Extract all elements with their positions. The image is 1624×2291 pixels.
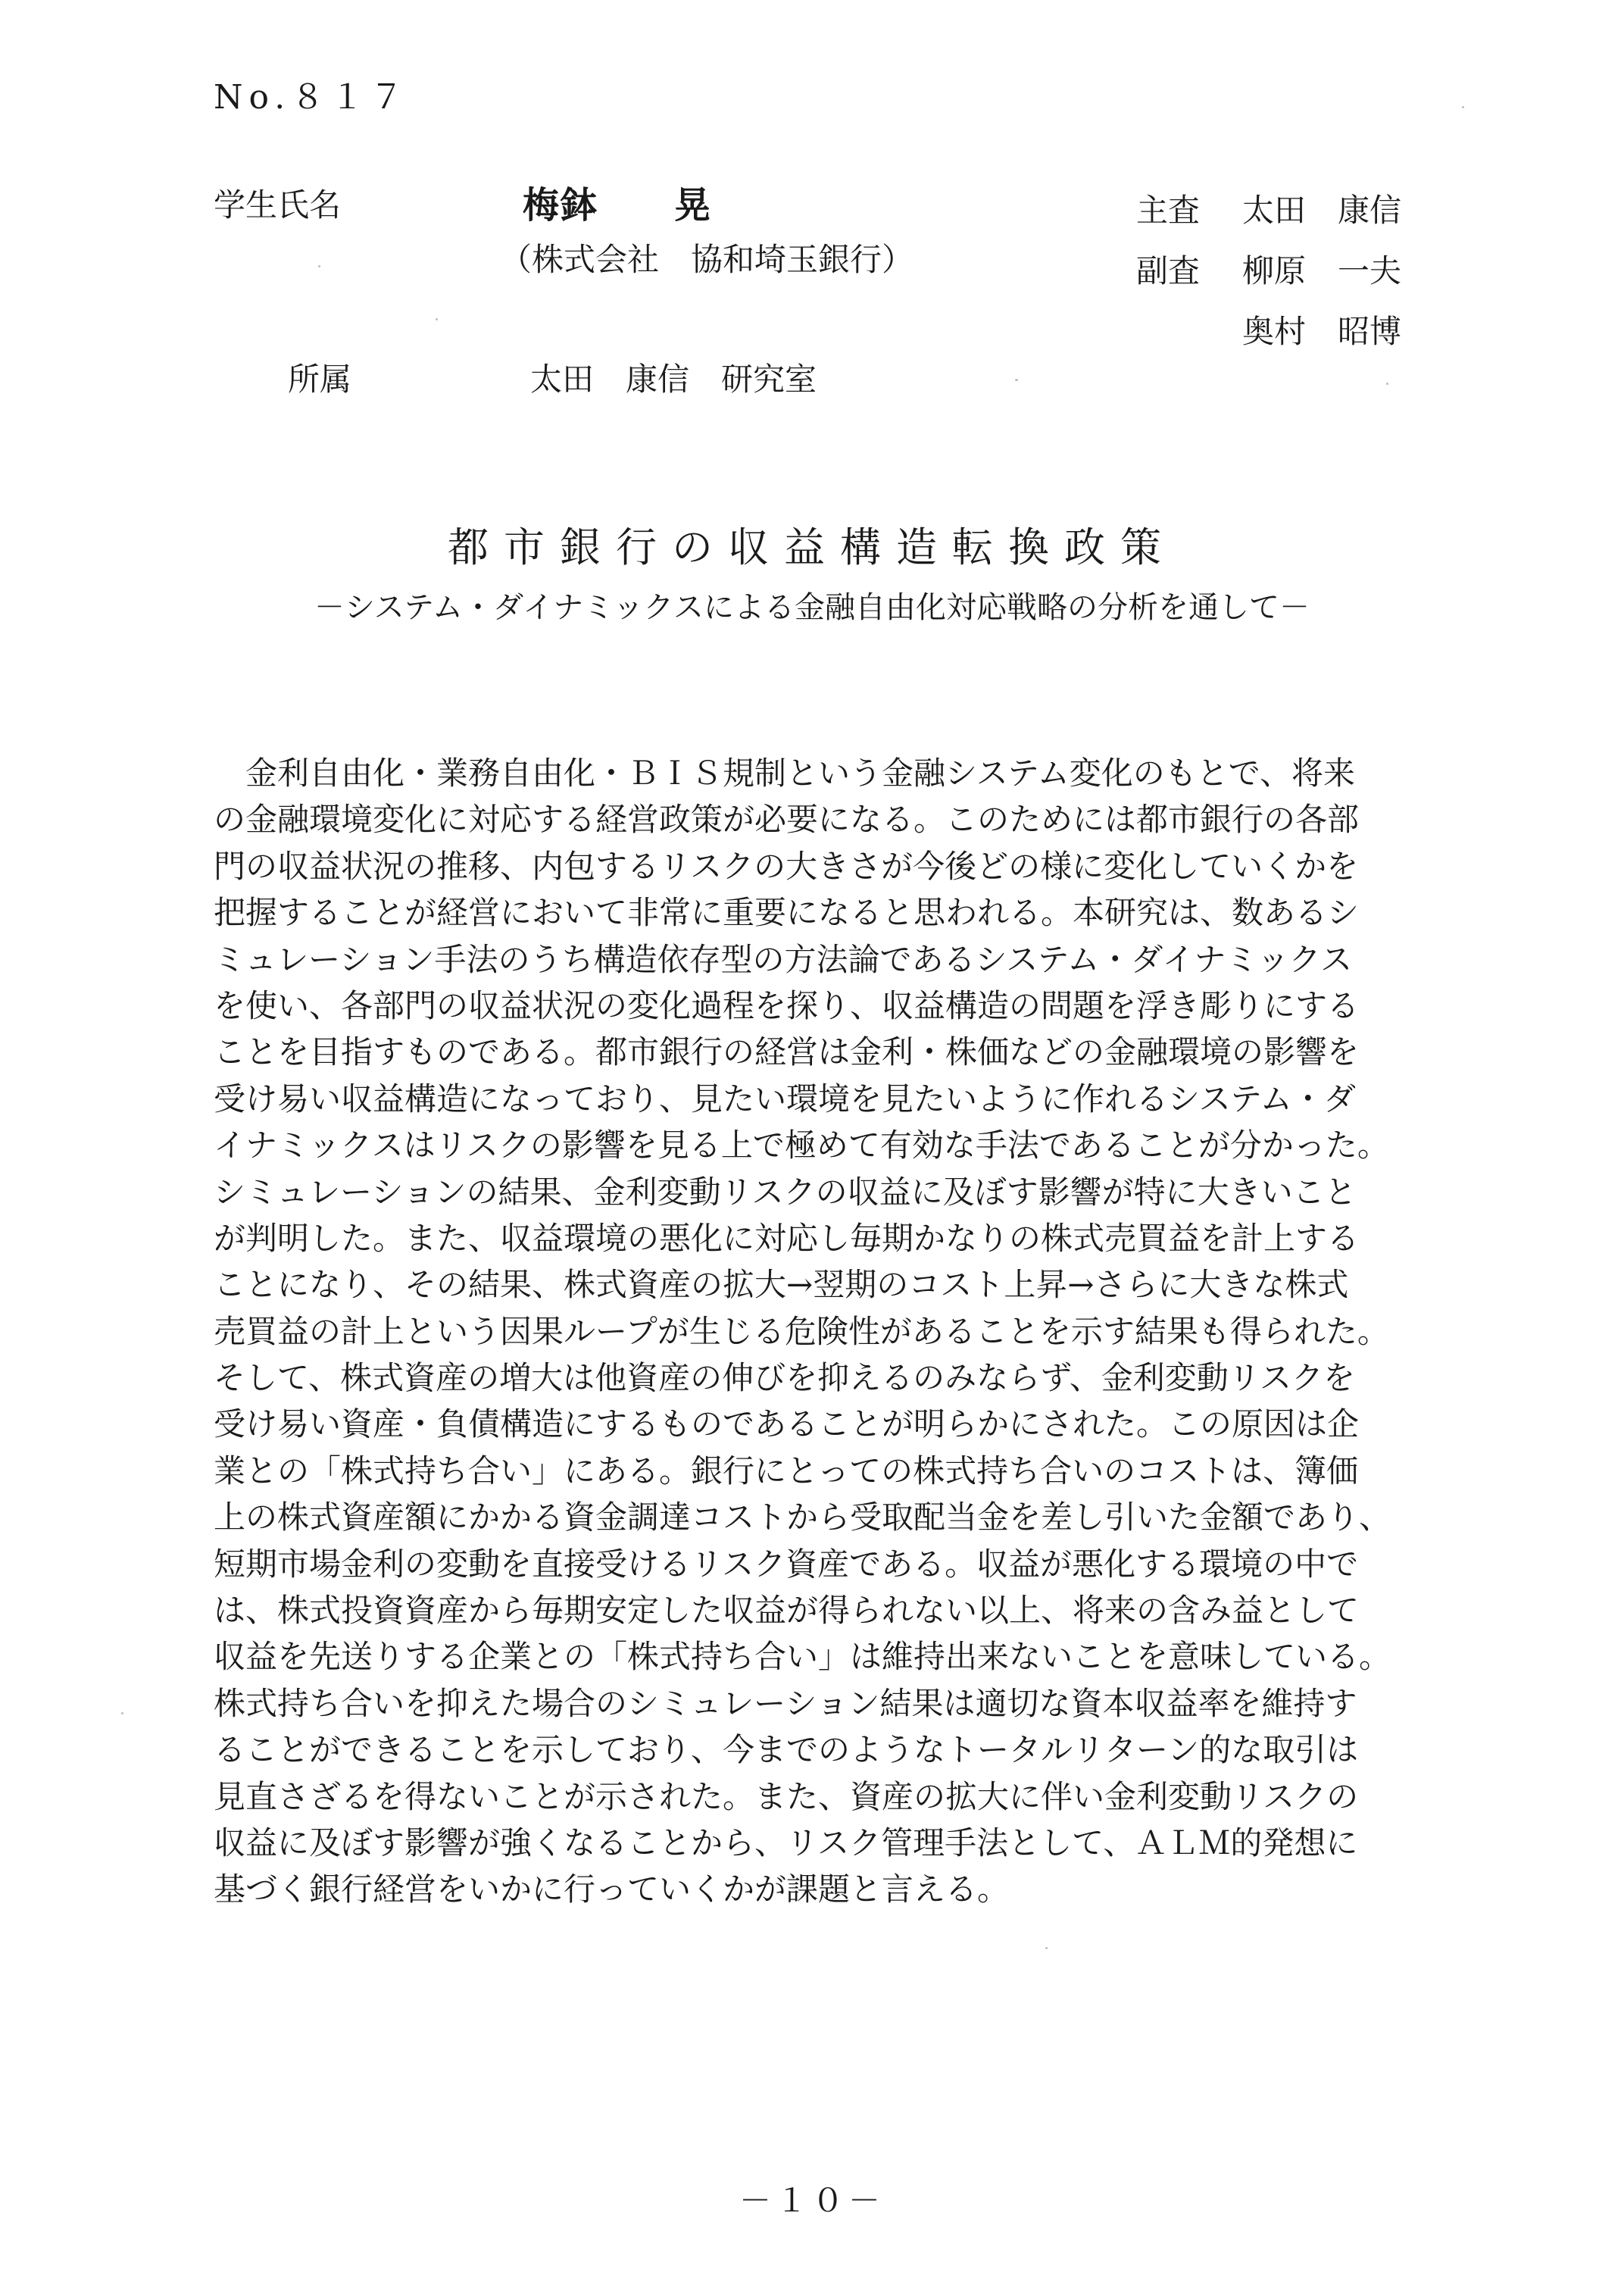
abstract-line: 業との「株式持ち合い」にある。銀行にとっての株式持ち合いのコストは、簿価: [214, 1452, 1359, 1489]
abstract-line: シミュレーションの結果、金利変動リスクの収益に及ぼす影響が特に大きいこと: [214, 1173, 1357, 1211]
abstract-line: 見直さざるを得ないことが示された。また、資産の拡大に伴い金利変動リスクの: [214, 1777, 1359, 1815]
student-name: 梅鉢 晃: [523, 184, 713, 227]
scan-speck: [1045, 1947, 1048, 1949]
scan-speck: [1386, 383, 1388, 385]
abstract-line: ミュレーション手法のうち構造依存型の方法論であるシステム・ダイナミックス: [214, 940, 1353, 978]
abstract-line: が判明した。また、収益環境の悪化に対応し毎期かなりの株式売買益を計上する: [214, 1219, 1360, 1257]
student-organization: （株式会社 協和埼玉銀行）: [500, 241, 914, 278]
student-name-label: 学生氏名: [214, 186, 342, 223]
abstract-line: 上の株式資産額にかかる資金調達コストから受取配当金を差し引いた金額であり、: [214, 1499, 1391, 1536]
laboratory-name: 太田 康信 研究室: [530, 361, 817, 398]
abstract-line: 門の収益状況の推移、内包するリスクの大きさが今後どの様に変化していくかを: [214, 847, 1359, 885]
abstract-line: ことを目指すものである。都市銀行の経営は金利・株価などの金融環境の影響を: [214, 1033, 1360, 1071]
abstract-line: の金融環境変化に対応する経営政策が必要になる。このためには都市銀行の各部: [214, 801, 1360, 839]
scan-speck: [318, 265, 320, 267]
abstract-line: 売買益の計上という因果ループが生じる危険性があることを示す結果も得られた。: [214, 1312, 1389, 1350]
scan-speck: [436, 318, 438, 320]
abstract-line: 受け易い資産・負債構造にするものであることが明らかにされた。この原因は企: [214, 1405, 1360, 1443]
abstract-line: ことになり、その結果、株式資産の拡大→翌期のコスト上昇→さらに大きな株式: [214, 1266, 1349, 1304]
affiliation-label: 所属: [288, 361, 352, 398]
review-committee: [1136, 180, 1401, 362]
abstract-line: 短期市場金利の変動を直接受けるリスク資産である。収益が悪化する環境の中で: [214, 1545, 1359, 1583]
abstract-line: 収益に及ぼす影響が強くなることから、リスク管理手法として、ＡＬＭ的発想に: [214, 1824, 1358, 1861]
abstract-line: 基づく銀行経営をいかに行っていくかが課題と言える。: [214, 1871, 1010, 1908]
abstract-line: 金利自由化・業務自由化・ＢＩＳ規制という金融システム変化のもとで、将来: [214, 755, 1355, 792]
abstract-line: イナミックスはリスクの影響を見る上で極めて有効な手法であることが分かった。: [214, 1127, 1389, 1164]
committee-row: [1136, 241, 1401, 302]
abstract-line: 株式持ち合いを抑えた場合のシミュレーション結果は適切な資本収益率を維持す: [214, 1684, 1357, 1722]
abstract-line: 把握することが経営において非常に重要になると思われる。本研究は、数あるシ: [214, 894, 1360, 932]
abstract-line: は、株式投資資産から毎期安定した収益が得られない以上、将来の含み益として: [214, 1592, 1360, 1630]
scan-speck: [1462, 106, 1464, 108]
abstract-line: 受け易い収益構造になっており、見たい環境を見たいように作れるシステム・ダ: [214, 1080, 1356, 1117]
committee-row: [1136, 180, 1401, 241]
committee-role: 副査: [1136, 252, 1201, 289]
thesis-title: 都市銀行の収益構造転換政策: [448, 524, 1176, 571]
committee-role: 主査: [1136, 192, 1201, 229]
page-number: －１０－: [739, 2182, 885, 2219]
thesis-subtitle: －システム・ダイナミックスによる金融自由化対応戦略の分析を通して－: [314, 590, 1310, 625]
committee-member: 奥村 昭博: [1242, 313, 1402, 350]
abstract-line: そして、株式資産の増大は他資産の伸びを抑えるのみならず、金利変動リスクを: [214, 1359, 1355, 1397]
scan-speck: [1015, 379, 1018, 381]
committee-member: 柳原 一夫: [1242, 252, 1402, 289]
abstract-body: [214, 750, 1494, 1913]
abstract-line: を使い、各部門の収益状況の変化過程を探り、収益構造の問題を浮き彫りにする: [214, 986, 1360, 1024]
abstract-line: ることができることを示しており、今までのようなトータルリターン的な取引は: [214, 1731, 1359, 1769]
scan-speck: [121, 1712, 123, 1714]
abstract-line: 収益を先送りする企業との「株式持ち合い」は維持出来ないことを意味している。: [214, 1638, 1391, 1676]
document-number: No.８１７: [214, 78, 410, 117]
committee-member: 太田 康信: [1242, 192, 1402, 229]
committee-role: [1136, 302, 1242, 362]
committee-row: [1136, 302, 1401, 362]
